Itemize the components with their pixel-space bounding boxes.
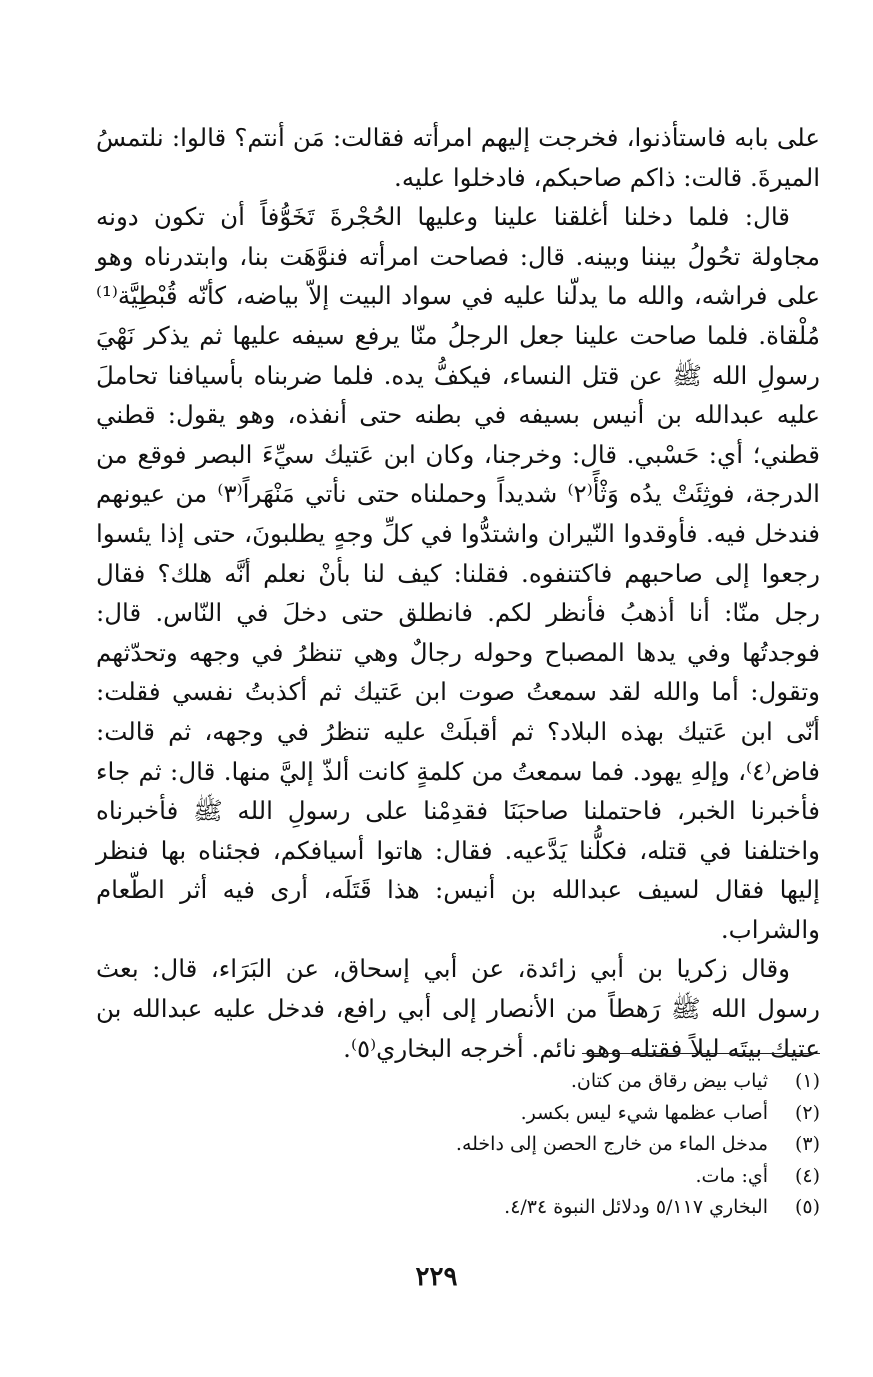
footnote-divider (582, 1053, 820, 1054)
paragraph-2: قال: فلما دخلنا أغلقنا علينا وعليها الحُجْرةَ تَخَوُّفاً أن تكون دونه مجاولة تحُولُ بيننا وبينه. قال: فصاحت امرأته فنوَّهَت بنا، وابتدرناه وهو على فراشه، والله ما يدلّنا عليه في سواد البيت إلاّ بياضه، كأنّه قُبْطِيَّة⁽¹⁾ مُلْقاة. فلما صاحت علينا جعل الرجلُ منّا يرفع سيفه عليها ثم يذكر نَهْيَ رسولِ الله ﷺ عن قتل النساء، فيكفُّ يده. فلما ضربناه بأسيافنا تحاملَ عليه عبدالله بن أنيس بسيفه في بطنه حتى أنفذه، وهو يقول: قطني قطني؛ أي: حَسْبي. قال: وخرجنا، وكان ابن عَتيك سيِّءَ البصر فوقع من الدرجة، فوثِئَتْ يدُه وَثْأً⁽٢⁾ شديداً وحملناه حتى نأتي مَنْهَراً⁽٣⁾ من عيونهم فندخل فيه. فأوقدوا النّيران واشتدُّوا في كلِّ وجهٍ يطلبونَ، حتى إذا يئسوا رجعوا إلى صاحبهم فاكتنفوه. فقلنا: كيف لنا بأنْ نعلم أنَّه هلك؟ فقال رجل منّا: أنا أذهبُ فأنظر لكم. فانطلق حتى دخلَ في النّاس. قال: فوجدتُها وفي يدها المصباح وحوله رجالٌ وهي تنظرُ في وجهه وتحدّثهم وتقول: أما والله لقد سمعتُ صوت ابن عَتيك ثم أكذبتُ نفسي فقلت: أنّى ابن عَتيك بهذه البلاد؟ ثم أقبلَتْ عليه تنظرُ في وجهه، ثم قالت: فاض⁽٤⁾، وإلهِ يهود. فما سمعتُ من كلمةٍ كانت ألذّ إليَّ منها. قال: ثم جاء فأخبرنا الخبر، فاحتملنا صاحبَنَا فقدِمْنا على رسولِ الله ﷺ فأخبرناه واختلفنا في قتله، فكلُّنا يَدَّعيه. فقال: هاتوا أسيافكم، فجئناه بها فنظر إليها فقال لسيف عبدالله بن أنيس: هذا قَتَلَه، أرى فيه أثر الطّعام والشراب. (96, 202, 820, 944)
footnote-text: مدخل الماء من خارج الحصن إلى داخله. (455, 1133, 768, 1155)
footnote-text: أي: مات. (695, 1164, 768, 1187)
footnote-4 (96, 1161, 820, 1193)
main-text (96, 118, 820, 1068)
paragraph-3: وقال زكريا بن أبي زائدة، عن أبي إسحاق، عن البَرَاء، قال: بعث رسول الله ﷺ رَهطاً من الأنصار إلى أبي رافع، فدخل عليه عبدالله بن عتيك بيتَه ليلاً فقتله وهو نائم. أخرجه البخاري⁽٥⁾. (96, 954, 820, 1063)
footnote-number: (١) (794, 1070, 820, 1092)
footnote-text: ثياب بيض رقاق من كتان. (570, 1070, 768, 1092)
footnotes-list (96, 1066, 820, 1224)
footnote-5 (96, 1192, 820, 1224)
footnote-number: (٥) (794, 1196, 820, 1218)
footnote-text: البخاري ٥/١١٧ ودلائل النبوة ٤/٣٤. (504, 1196, 768, 1218)
paragraph-1: على بابه فاستأذنوا، فخرجت إليهم امرأته فقالت: مَن أنتم؟ قالوا: نلتمسُ الميرةَ. قالت: ذاكم صاحبكم، فادخلوا عليه. (96, 123, 820, 192)
footnote-number: (٤) (794, 1164, 820, 1187)
footnote-1 (96, 1066, 820, 1098)
footnote-number: (٢) (794, 1101, 820, 1124)
page-number: ٢٢٩ (415, 1262, 458, 1292)
footnote-3 (96, 1129, 820, 1161)
footnote-text: أصاب عظمها شيء ليس بكسر. (520, 1101, 768, 1124)
footnote-2 (96, 1098, 820, 1130)
footnote-number: (٣) (794, 1133, 820, 1155)
